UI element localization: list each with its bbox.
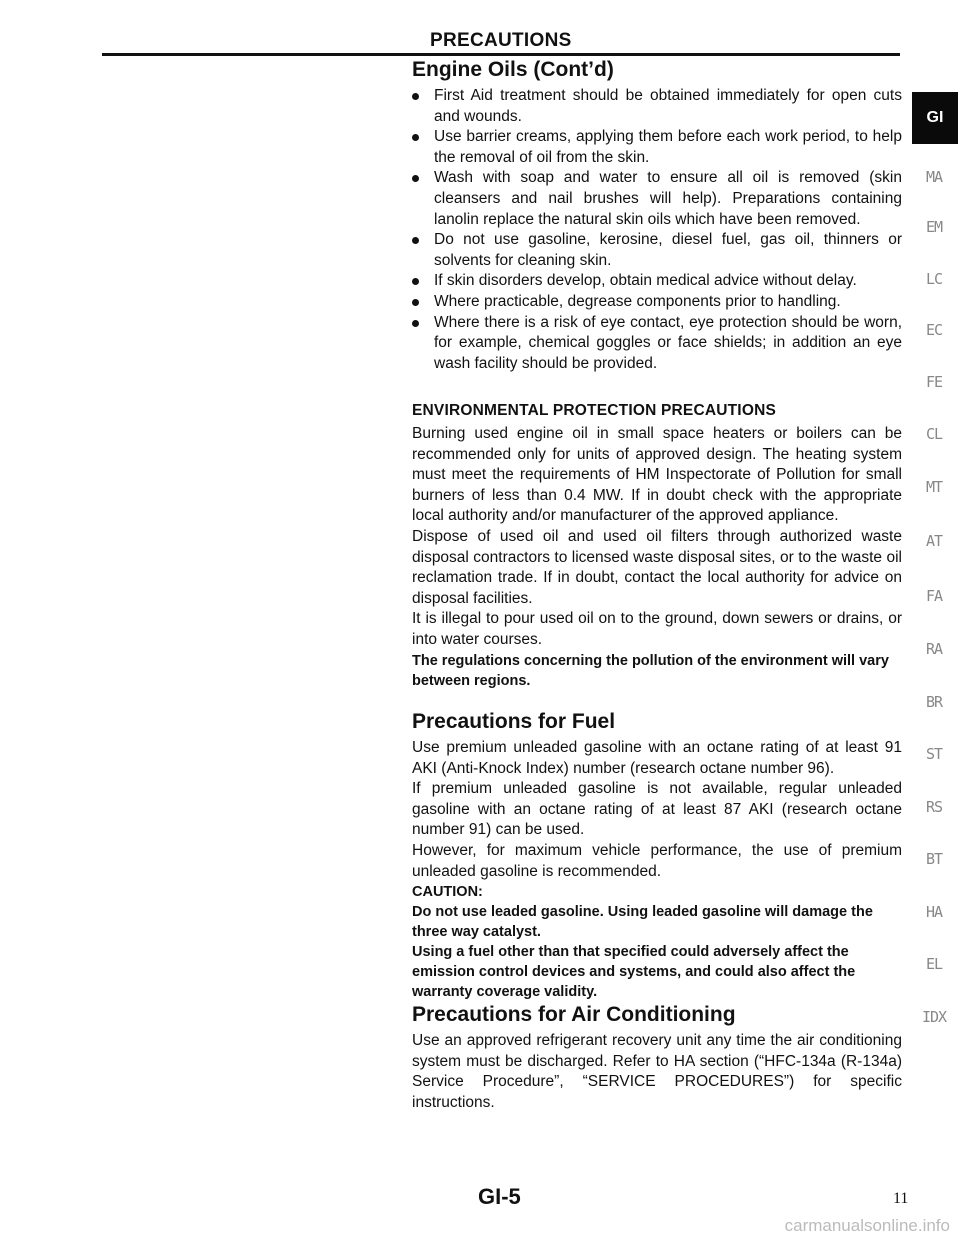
bullet-item: Wash with soap and water to ensure all oil is removed (skin cleansers and nail brushes will help). Preparations containing lanolin replace the natural skin oils which have been removed. — [412, 168, 902, 230]
environmental-paragraph: Burning used engine oil in small space heaters or boilers can be recommended only for units of approved design. The heating system must meet the requirements of HM Inspectorate of Pollution for small burners of less than 0.4 MW. If in doubt check with the appropriate local authority and/or manufacturer of the approved appliance. — [412, 425, 902, 525]
air-conditioning-paragraph: Use an approved refrigerant recovery unit any time the air conditioning system must be discharged. Refer to HA section (“HFC-134a (R-134a) Service Procedure”, “SERVICE PROCEDURES”) for specific instructions. — [412, 1032, 902, 1111]
fuel-paragraph: If premium unleaded gasoline is not available, regular unleaded gasoline with an octane rating of at least 87 AKI (research octane number 91) can be used. — [412, 780, 902, 839]
section-tab-idx[interactable]: IDX — [921, 1008, 947, 1026]
section-tab-ec[interactable]: EC — [925, 321, 943, 339]
section-tab-br[interactable]: BR — [925, 693, 943, 711]
section-tab-mt[interactable]: MT — [925, 478, 943, 496]
engine-oils-heading: Engine Oils (Cont’d) — [412, 58, 614, 81]
bullet-item: Do not use gasoline, kerosine, diesel fuel, gas oil, thinners or solvents for cleaning skin. — [412, 230, 902, 271]
caution-text: Using a fuel other than that specified could adversely affect the emission control devices and systems, and could also affect the warranty coverage validity. — [412, 944, 856, 1001]
section-tab-el[interactable]: EL — [925, 955, 943, 973]
section-tab-st[interactable]: ST — [925, 745, 943, 763]
section-tab-ha[interactable]: HA — [925, 903, 943, 921]
environmental-note: The regulations concerning the pollution of the environment will vary between regions. — [412, 652, 889, 689]
fuel-section — [412, 710, 902, 1002]
fuel-paragraph: However, for maximum vehicle performance, the use of premium unleaded gasoline is recommended. — [412, 841, 902, 880]
section-tab-gi-active[interactable]: GI — [912, 92, 958, 144]
section-tab-cl[interactable]: CL — [925, 425, 943, 443]
environmental-section — [412, 402, 902, 691]
environmental-heading: ENVIRONMENTAL PROTECTION PRECAUTIONS — [412, 402, 777, 419]
environmental-paragraph: Dispose of used oil and used oil filters through authorized waste disposal contractors to licensed waste disposal sites, or to the waste oil reclamation trade. If in doubt, contact the local authority for advice on disposal facilities. — [412, 527, 902, 607]
engine-oils-section — [412, 58, 902, 374]
bullet-item: Use barrier creams, applying them before each work period, to help the removal of oil from the skin. — [412, 127, 902, 168]
environmental-paragraph: It is illegal to pour used oil on to the ground, down sewers or drains, or into water courses. — [412, 610, 902, 648]
bullet-item: Where there is a risk of eye contact, eye protection should be worn, for example, chemical goggles or face shields; in addition an eye wash facility should be provided. — [412, 313, 902, 375]
caution-text: Do not use leaded gasoline. Using leaded gasoline will damage the three way catalyst. — [412, 904, 873, 941]
bullet-item: If skin disorders develop, obtain medical advice without delay. — [412, 271, 902, 292]
section-tab-bt[interactable]: BT — [925, 850, 943, 868]
section-tab-fe[interactable]: FE — [925, 373, 943, 391]
section-tab-lc[interactable]: LC — [925, 270, 943, 288]
section-tab-ra[interactable]: RA — [925, 640, 943, 658]
section-tab-fa[interactable]: FA — [925, 587, 943, 605]
fuel-heading: Precautions for Fuel — [412, 710, 616, 733]
bullet-item: First Aid treatment should be obtained immediately for open cuts and wounds. — [412, 86, 902, 127]
fuel-paragraph: Use premium unleaded gasoline with an octane rating of at least 91 AKI (Anti-Knock Index) number (research octane number 96). — [412, 739, 902, 777]
section-tab-ma[interactable]: MA — [925, 168, 943, 186]
air-conditioning-heading: Precautions for Air Conditioning — [412, 1003, 736, 1026]
page-number: 11 — [893, 1190, 909, 1207]
bullet-item: Where practicable, degrease components prior to handling. — [412, 292, 902, 313]
air-conditioning-section — [412, 1003, 902, 1113]
page-label: GI-5 — [478, 1184, 521, 1209]
header-rule — [102, 53, 900, 56]
section-tab-rs[interactable]: RS — [925, 798, 943, 816]
watermark: carmanualsonline.info — [784, 1216, 950, 1235]
caution-label: CAUTION: — [412, 884, 483, 901]
page-section-title: PRECAUTIONS — [430, 30, 572, 51]
engine-oils-bullet-list — [412, 86, 902, 374]
section-tab-em[interactable]: EM — [925, 218, 943, 236]
section-tab-at[interactable]: AT — [925, 532, 943, 550]
